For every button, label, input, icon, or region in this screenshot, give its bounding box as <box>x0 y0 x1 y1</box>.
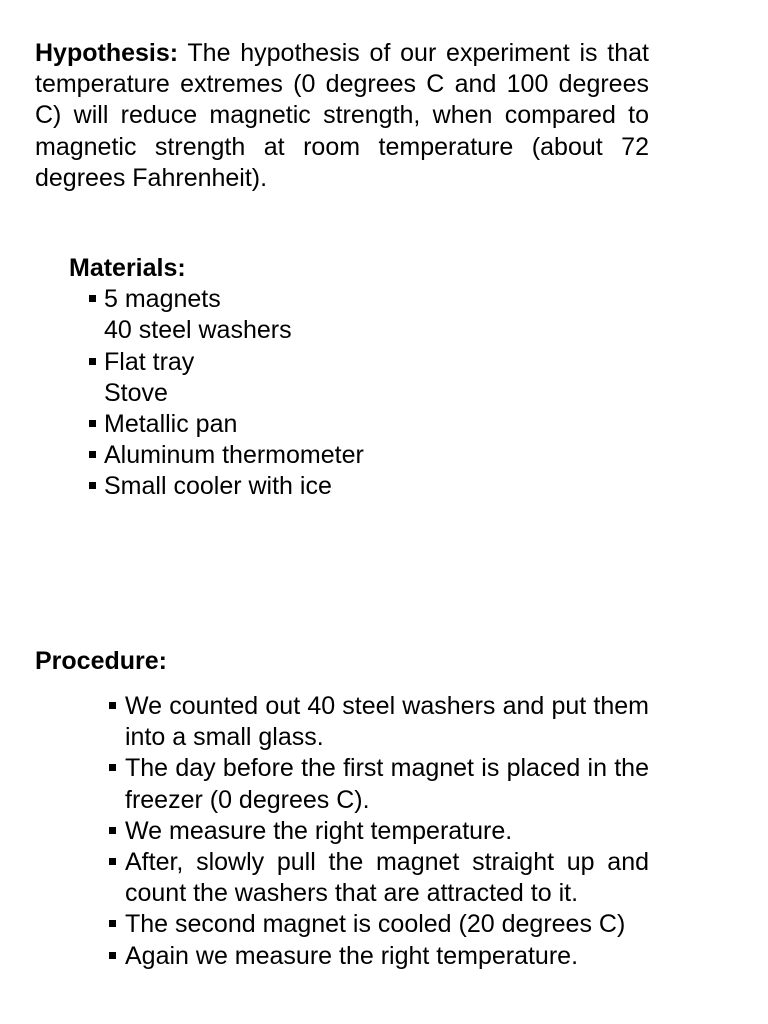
procedure-list <box>105 691 649 972</box>
procedure-step: The second magnet is cooled (20 degrees C) <box>105 909 649 940</box>
list-item: Metallic pan <box>69 409 669 440</box>
procedure-step: The day before the first magnet is placed in the freezer (0 degrees C). <box>105 753 649 815</box>
list-item: 40 steel washers <box>104 316 292 345</box>
procedure-heading: Procedure: <box>35 647 167 675</box>
list-item: Stove <box>104 378 168 407</box>
procedure-step: We measure the right temperature. <box>105 816 649 847</box>
hypothesis-text: The hypothesis of our experiment is that temperature extremes (0 degrees C and 100 degrees C) will reduce magnetic strength, when compared to magnetic strength at room temperature (about 72 degrees Fahrenheit). <box>35 39 649 192</box>
hypothesis-label: Hypothesis: <box>35 39 179 67</box>
list-item: Small cooler with ice <box>69 471 669 502</box>
hypothesis-paragraph <box>35 38 649 194</box>
materials-list <box>69 284 669 502</box>
materials-heading: Materials: <box>69 254 186 282</box>
procedure-step: We counted out 40 steel washers and put them into a small glass. <box>105 691 649 753</box>
list-item: Aluminum thermometer <box>69 440 669 471</box>
procedure-step: Again we measure the right temperature. <box>105 941 649 972</box>
procedure-step: After, slowly pull the magnet straight up and count the washers that are attracted to it. <box>105 847 649 909</box>
materials-section <box>69 253 669 503</box>
list-item: 5 magnets <box>69 284 669 315</box>
list-item: Flat tray <box>69 347 669 378</box>
